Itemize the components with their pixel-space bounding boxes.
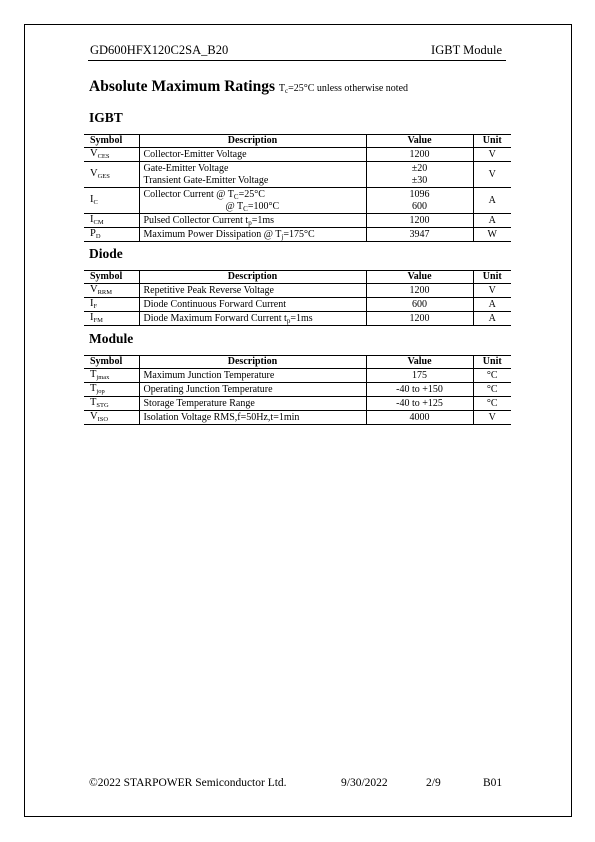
col-description: Description: [139, 135, 366, 148]
col-symbol: Symbol: [84, 356, 139, 369]
description-cell: Storage Temperature Range: [139, 397, 366, 411]
table-row: [84, 411, 511, 425]
footer-revision: B01: [483, 777, 503, 789]
description-cell: Diode Maximum Forward Current $t_p=1ms$: [139, 312, 366, 326]
description-cell: Maximum Power Dissipation @ $T_j=175^\circ C$: [139, 228, 366, 242]
symbol-cell: VISO: [84, 411, 139, 425]
unit-cell: °C: [473, 383, 511, 397]
symbol-cell: VRRM: [84, 284, 139, 298]
symbol-cell: IF: [84, 298, 139, 312]
table-header-row: [84, 135, 511, 148]
module-ratings-table: [84, 355, 511, 425]
unit-cell: V: [473, 162, 511, 188]
footer-date: 9/30/2022: [341, 777, 388, 789]
table-row: [84, 383, 511, 397]
page-title: [89, 78, 408, 96]
symbol-cell: ICM: [84, 214, 139, 228]
unit-cell: A: [473, 298, 511, 312]
value-cell: -40 to +125: [366, 397, 473, 411]
col-symbol: Symbol: [84, 271, 139, 284]
value-cell: 1096 600: [366, 188, 473, 214]
value-cell: 1200: [366, 284, 473, 298]
col-description: Description: [139, 356, 366, 369]
value-cell: 600: [366, 298, 473, 312]
col-value: Value: [366, 271, 473, 284]
description-cell: Diode Continuous Forward Current: [139, 298, 366, 312]
symbol-cell: IC: [84, 188, 139, 214]
unit-cell: °C: [473, 397, 511, 411]
description-cell: Collector Current @ $T_C=25^\circ C$ @ $T_C=100^\circ C$: [139, 188, 366, 214]
document-type: IGBT Module: [431, 43, 502, 57]
footer-page-number: 2/9: [426, 777, 441, 789]
description-cell: Pulsed Collector Current $t_p=1ms$: [139, 214, 366, 228]
value-cell: 1200: [366, 148, 473, 162]
symbol-cell: VGES: [84, 162, 139, 188]
col-unit: Unit: [473, 356, 511, 369]
table-header-row: [84, 271, 511, 284]
table-row: [84, 397, 511, 411]
unit-cell: A: [473, 188, 511, 214]
description-cell: Operating Junction Temperature: [139, 383, 366, 397]
table-row: [84, 148, 511, 162]
description-cell: Repetitive Peak Reverse Voltage: [139, 284, 366, 298]
symbol-cell: VCES: [84, 148, 139, 162]
table-row: [84, 369, 511, 383]
unit-cell: °C: [473, 369, 511, 383]
unit-cell: A: [473, 214, 511, 228]
title-text: Absolute Maximum Ratings: [89, 78, 276, 95]
value-cell: -40 to +150: [366, 383, 473, 397]
title-note: $T_c=25^\circ C$ unless otherwise noted: [278, 83, 409, 95]
value-cell: 3947: [366, 228, 473, 242]
value-cell: 1200: [366, 214, 473, 228]
diode-ratings-table: [84, 270, 511, 326]
section-heading-module: Module: [89, 331, 134, 346]
value-cell: 4000: [366, 411, 473, 425]
description-cell: Maximum Junction Temperature: [139, 369, 366, 383]
col-unit: Unit: [473, 135, 511, 148]
col-unit: Unit: [473, 271, 511, 284]
table-row: [84, 228, 511, 242]
part-number: GD600HFX120C2SA_B20: [90, 43, 229, 57]
footer-copyright: ©2022 STARPOWER Semiconductor Ltd.: [89, 777, 287, 789]
description-cell: Gate-Emitter Voltage Transient Gate-Emitter Voltage: [139, 162, 366, 188]
description-cell: Collector-Emitter Voltage: [139, 148, 366, 162]
description-cell: Isolation Voltage RMS,f=50Hz,t=1min: [139, 411, 366, 425]
symbol-cell: IFM: [84, 312, 139, 326]
col-description: Description: [139, 271, 366, 284]
unit-cell: V: [473, 284, 511, 298]
symbol-cell: Tjmax: [84, 369, 139, 383]
table-row: [84, 312, 511, 326]
table-header-row: [84, 356, 511, 369]
igbt-ratings-table: [84, 134, 511, 242]
section-heading-diode: Diode: [89, 246, 123, 261]
section-heading-igbt: IGBT: [89, 110, 123, 125]
value-cell: 175: [366, 369, 473, 383]
unit-cell: A: [473, 312, 511, 326]
value-cell: ±20 ±30: [366, 162, 473, 188]
table-row: [84, 188, 511, 214]
col-symbol: Symbol: [84, 135, 139, 148]
table-row: [84, 214, 511, 228]
col-value: Value: [366, 135, 473, 148]
unit-cell: W: [473, 228, 511, 242]
table-row: [84, 162, 511, 188]
symbol-cell: Tjop: [84, 383, 139, 397]
unit-cell: V: [473, 148, 511, 162]
unit-cell: V: [473, 411, 511, 425]
page-header: [88, 42, 506, 61]
col-value: Value: [366, 356, 473, 369]
value-cell: 1200: [366, 312, 473, 326]
table-row: [84, 284, 511, 298]
symbol-cell: PD: [84, 228, 139, 242]
symbol-cell: TSTG: [84, 397, 139, 411]
table-row: [84, 298, 511, 312]
